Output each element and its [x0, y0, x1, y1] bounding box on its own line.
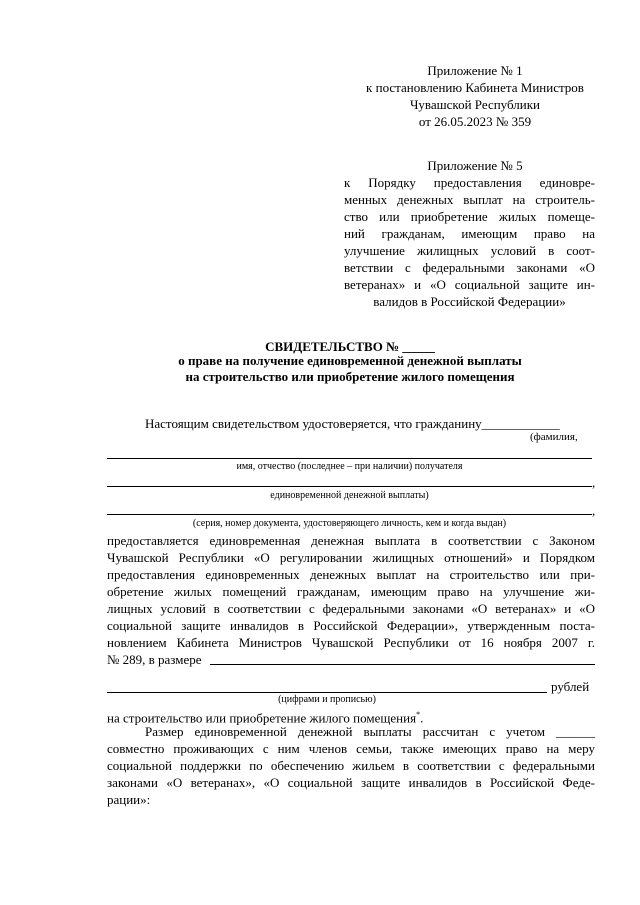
appendix5-line: улучшение жилищных условий в соот-	[344, 243, 595, 258]
amount-prefix: № 289, в размере	[107, 652, 202, 667]
paragraph-line: новлением Кабинета Министров Чувашской Республики от 16 ноября 2007 г.	[107, 635, 595, 650]
amount-line-2	[107, 692, 547, 693]
appendix5-line: ветствии с федеральными законами «О	[344, 260, 595, 275]
appendix5-line: ний гражданам, имеющим право на	[344, 226, 595, 241]
certificate-title: СВИДЕТЕЛЬСТВО № _____	[265, 339, 435, 354]
currency-label: рублей	[551, 679, 590, 694]
hint-amount: (цифрами и прописью)	[278, 694, 376, 705]
hint-name: имя, отчество (последнее – при наличии) получателя	[236, 461, 463, 472]
appendix5-title: Приложение № 5	[427, 158, 523, 173]
amount-line	[210, 664, 595, 665]
paragraph-size	[107, 723, 595, 808]
appendix-number: Приложение № 1	[427, 63, 523, 78]
hint-surname: (фамилия,	[530, 431, 578, 443]
comma: ,	[592, 503, 596, 518]
document-line	[107, 514, 592, 515]
certificate-subtitle-1: о праве на получение единовременной денежной выплаты	[178, 353, 522, 368]
paragraph-line: законами «О ветеранах», «О социальной защите инвалидов в Российской Феде-	[107, 775, 595, 790]
paragraph-line: Размер единовременной денежной выплаты рассчитан с учетом ______	[145, 724, 595, 739]
paragraph-line: лищных условий в соответствии с федеральными законами «О ветеранах» и «О	[107, 601, 595, 616]
paragraph-line: Чувашской Республики «О регулировании жилищных отношений» и Порядком	[107, 550, 595, 565]
recipient-line	[107, 486, 592, 487]
appendix-date: от 26.05.2023 № 359	[418, 114, 532, 129]
appendix5-line: валидов в Российской Федерации»	[373, 294, 566, 309]
paragraph-line: обретение жилых помещений гражданам, имеющим право на улучшение жи-	[107, 584, 595, 599]
intro-text: Настоящим свидетельством удостоверяется, что гражданину____________	[145, 416, 560, 431]
certificate-subtitle-2: на строительство или приобретение жилого помещения	[185, 369, 515, 384]
paragraph-line: совместно проживающих с ним членов семьи, также имеющих право на меру	[107, 741, 595, 756]
footnote-asterisk: *	[416, 710, 421, 719]
paragraph-line: предоставляется единовременная денежная выплата в соответствии с Законом	[107, 533, 595, 548]
appendix5-text	[344, 174, 595, 310]
appendix5-line: менных денежных выплат на строитель-	[344, 192, 595, 207]
appendix-republic: Чувашской Республики	[409, 97, 541, 112]
appendix5-line: к Порядку предоставления единовре-	[344, 175, 595, 190]
paragraph-line: социальной поддержки по обеспечению жильем в соответствии с федеральными	[107, 758, 595, 773]
appendix5-line: ветеранах» и «О социальной защите ин-	[344, 277, 595, 292]
purpose-text: на строительство или приобретение жилого помещения*.	[107, 710, 424, 726]
hint-recipient: единовременной денежной выплаты)	[270, 490, 429, 501]
appendix-resolution: к постановлению Кабинета Министров	[366, 80, 584, 95]
name-line	[107, 458, 592, 459]
paragraph-line: социальной защите инвалидов в Российской Федерации», утвержденным поста-	[107, 618, 595, 633]
comma: ,	[592, 475, 596, 490]
appendix5-line: ство или приобретение жилых помеще-	[344, 209, 595, 224]
hint-document: (серия, номер документа, удостоверяющего личность, кем и когда выдан)	[192, 518, 507, 529]
paragraph-line: рации»:	[107, 792, 151, 807]
paragraph-grant	[107, 532, 595, 651]
paragraph-line: предоставления единовременных денежных выплат на строительство или при-	[107, 567, 595, 582]
